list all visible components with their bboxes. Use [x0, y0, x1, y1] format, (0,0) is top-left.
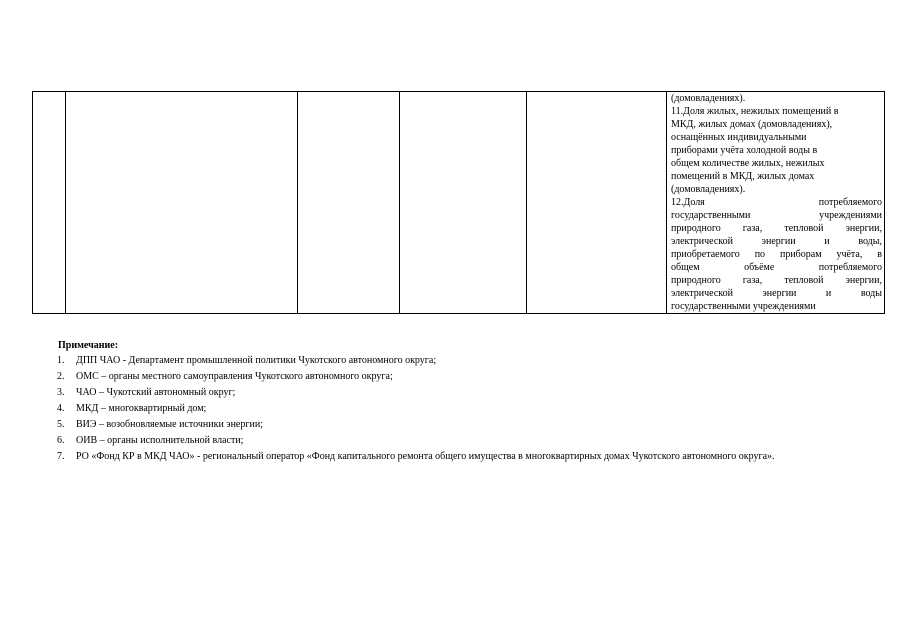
list-item-number: 7. — [57, 451, 65, 462]
table-cell-indicators — [667, 92, 885, 314]
notes-title: Примечание: — [58, 340, 119, 351]
indicator-line: приборами учёта холодной воды в — [671, 145, 818, 156]
list-item-text: ВИЭ – возобновляемые источники энергии; — [76, 419, 263, 430]
list-item — [57, 417, 878, 433]
list-item-text: ЧАО – Чукотский автономный округ; — [76, 387, 236, 398]
notes-list — [58, 353, 878, 465]
indicator-line: 11.Доля жилых, нежилых помещений в — [671, 106, 839, 117]
list-item-number: 3. — [57, 387, 65, 398]
program-table — [32, 91, 885, 314]
indicator-line: природного газа, тепловой энергии, — [671, 275, 882, 286]
indicator-line: помещений в МКД, жилых домах — [671, 171, 815, 182]
indicator-line: государственными учреждениями — [671, 301, 816, 312]
indicator-line: 12.Доля потребляемого — [671, 197, 882, 208]
list-item-text: ОМС – органы местного самоуправления Чукотского автономного округа; — [76, 371, 393, 382]
indicator-line: электрической энергии и воды, — [671, 236, 882, 247]
indicator-line: природного газа, тепловой энергии, — [671, 223, 882, 234]
notes-section — [58, 338, 878, 465]
list-item-text: ДПП ЧАО - Департамент промышленной политики Чукотского автономного округа; — [76, 355, 437, 366]
indicator-line: электрической энергии и воды — [671, 288, 882, 299]
list-item-number: 4. — [57, 403, 65, 414]
list-item — [57, 401, 878, 417]
table-cell-result — [527, 92, 667, 314]
list-item-text: ОИВ – органы исполнительной власти; — [76, 435, 244, 446]
table-cell-name — [66, 92, 298, 314]
table-row — [33, 92, 885, 314]
list-item — [57, 369, 878, 385]
indicator-line: (домовладениях). — [671, 93, 746, 104]
list-item-number: 6. — [57, 435, 65, 446]
indicator-line: приобретаемого по приборам учёта, в — [671, 249, 882, 260]
indicator-line: оснащённых индивидуальными — [671, 132, 807, 143]
list-item-number: 2. — [57, 371, 65, 382]
list-item — [57, 385, 878, 401]
indicator-line: государственными учреждениями — [671, 210, 882, 221]
table-cell-number — [33, 92, 66, 314]
list-item-text: МКД – многоквартирный дом; — [76, 403, 207, 414]
list-item — [57, 353, 878, 369]
table-cell-executor — [298, 92, 400, 314]
list-item-number: 5. — [57, 419, 65, 430]
indicator-line: (домовладениях). — [671, 184, 746, 195]
table-cell-period — [400, 92, 527, 314]
list-item — [57, 449, 878, 465]
list-item — [57, 433, 878, 449]
list-item-text: РО «Фонд КР в МКД ЧАО» - региональный оператор «Фонд капитального ремонта общего имущества в многоквартирных домах Чукотского автономного округа». — [76, 451, 775, 462]
indicator-line: общем объёме потребляемого — [671, 262, 882, 273]
indicator-line: общем количестве жилых, нежилых — [671, 158, 825, 169]
list-item-number: 1. — [57, 355, 65, 366]
indicator-line: МКД, жилых домах (домовладениях), — [671, 119, 833, 130]
